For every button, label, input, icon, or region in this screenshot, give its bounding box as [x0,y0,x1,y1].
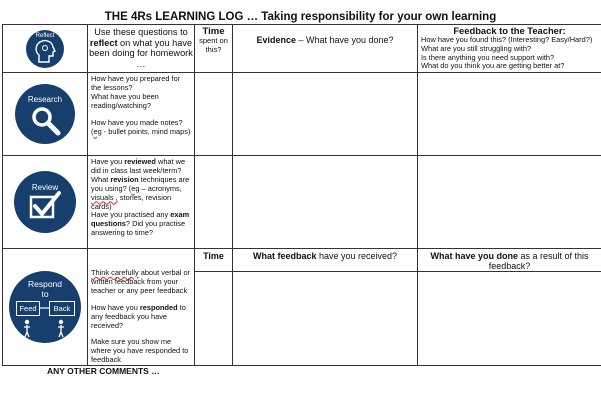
text-part: What [91,174,111,184]
review-badge-label: Review [31,183,59,192]
research-question: How have you prepared for the lessons? [91,74,181,92]
header-row [3,25,601,73]
text-part: revision [110,174,139,184]
research-badge-label: Research [27,95,63,104]
text-part: How have you [91,302,140,312]
text-part: as a result of this feedback? [488,251,589,271]
text-part: – acronyms, [139,183,182,193]
feedback-title: Feedback to the Teacher: [453,25,566,36]
text-part: responded [139,302,178,312]
respond-badge-to: to [41,289,49,300]
done-header [418,249,601,272]
time-entry[interactable] [195,272,233,366]
magnifier-icon [15,84,75,144]
text-part: have you received? [316,251,398,261]
text-part: What have you done [430,251,518,261]
feedback-line: What do you think you are getting better at? [421,61,565,71]
time-header [195,25,233,73]
respond-time-label: Time [203,251,224,261]
respond-question [91,304,192,331]
evidence-rest: – What have you done? [295,35,394,45]
other-comments-label: ANY OTHER COMMENTS … [47,366,160,376]
text-part: What feedback [252,251,317,261]
text-part: Have you practised any [91,210,171,220]
review-question [91,176,192,212]
reflect-cell [3,25,88,73]
back-box: Back [49,301,75,316]
feedback-line: Is there anything you need support with? [421,52,555,62]
learning-log-table [2,24,601,366]
respond-questions [88,249,195,366]
review-cell [3,156,88,249]
time-header-label: Time [202,26,225,37]
text-part: stories, revision cards) [91,192,172,211]
text-part: what we did in class last week/term? [91,157,186,175]
feedback-entry[interactable] [418,73,601,156]
feedback-entry[interactable] [418,156,601,249]
text-part: reviewed [124,157,156,166]
respond-time-header [195,249,233,272]
questions-header [88,25,195,73]
text-part: eg [131,183,140,193]
review-questions [88,156,195,249]
respond-question: Make sure you show me where you have responded to feedback [91,337,189,365]
review-question [91,211,192,238]
reflect-badge-label: Reflect [35,32,55,39]
review-row [3,156,601,249]
review-question [91,158,192,176]
text-part: - bullet points, mind maps) [101,126,191,136]
research-row [3,73,601,156]
reflect-word: reflect [89,37,118,48]
evidence-entry[interactable] [233,73,418,156]
text-part: about verbal or written feedback from your teacher or any peer feedback [91,268,191,295]
time-header-sub: spent on this? [199,36,228,54]
evidence-entry[interactable] [233,156,418,249]
text-part: visuals , [91,192,118,202]
feedback-line: How have you found this? (Interesting? Easy/Hard?) [421,35,593,44]
research-question: What have you been reading/watching? [91,91,159,110]
text-part: ? Did you practise answering to time? [91,219,186,238]
done-entry[interactable] [418,272,601,366]
evidence-label: Evidence [256,35,296,45]
respond-badge-label: Respond [27,279,63,290]
text-part: Have you [91,157,125,166]
time-entry[interactable] [195,73,233,156]
respond-question [91,269,192,296]
people-icon [9,271,81,343]
text-part: Think carefully [91,268,139,277]
reflect-badge-icon [26,30,64,68]
feedback-line: What are you still struggling with? [421,43,532,53]
feedback-received-entry[interactable] [233,272,418,366]
text-part: to any feedback you have received? [91,302,186,330]
feed-box: Feed [16,301,40,316]
checkbox-tick-icon [14,171,76,233]
feedback-header [418,25,601,73]
text-part: techniques are you using? ( [91,174,190,193]
research-badge-icon [15,84,75,144]
respond-cell [3,249,88,366]
text-part: eg [93,126,102,136]
research-questions [88,73,195,156]
page-title: THE 4Rs LEARNING LOG … Taking responsibility for your own learning [104,11,497,23]
text-part: exam questions [91,210,190,229]
text-part: ( [91,126,94,136]
questions-header-text-2: on what you have been doing for homework … [89,37,193,69]
research-question [91,128,192,137]
research-question: How have you made notes? [91,117,183,127]
time-entry[interactable] [195,156,233,249]
questions-header-text: Use these questions to [94,27,188,37]
review-badge-icon [14,171,76,233]
feedback-received-header [233,249,418,272]
evidence-header [233,25,418,73]
head-gears-icon [26,30,64,68]
respond-badge-icon [9,271,81,343]
research-cell [3,73,88,156]
respond-header-row [3,249,601,272]
